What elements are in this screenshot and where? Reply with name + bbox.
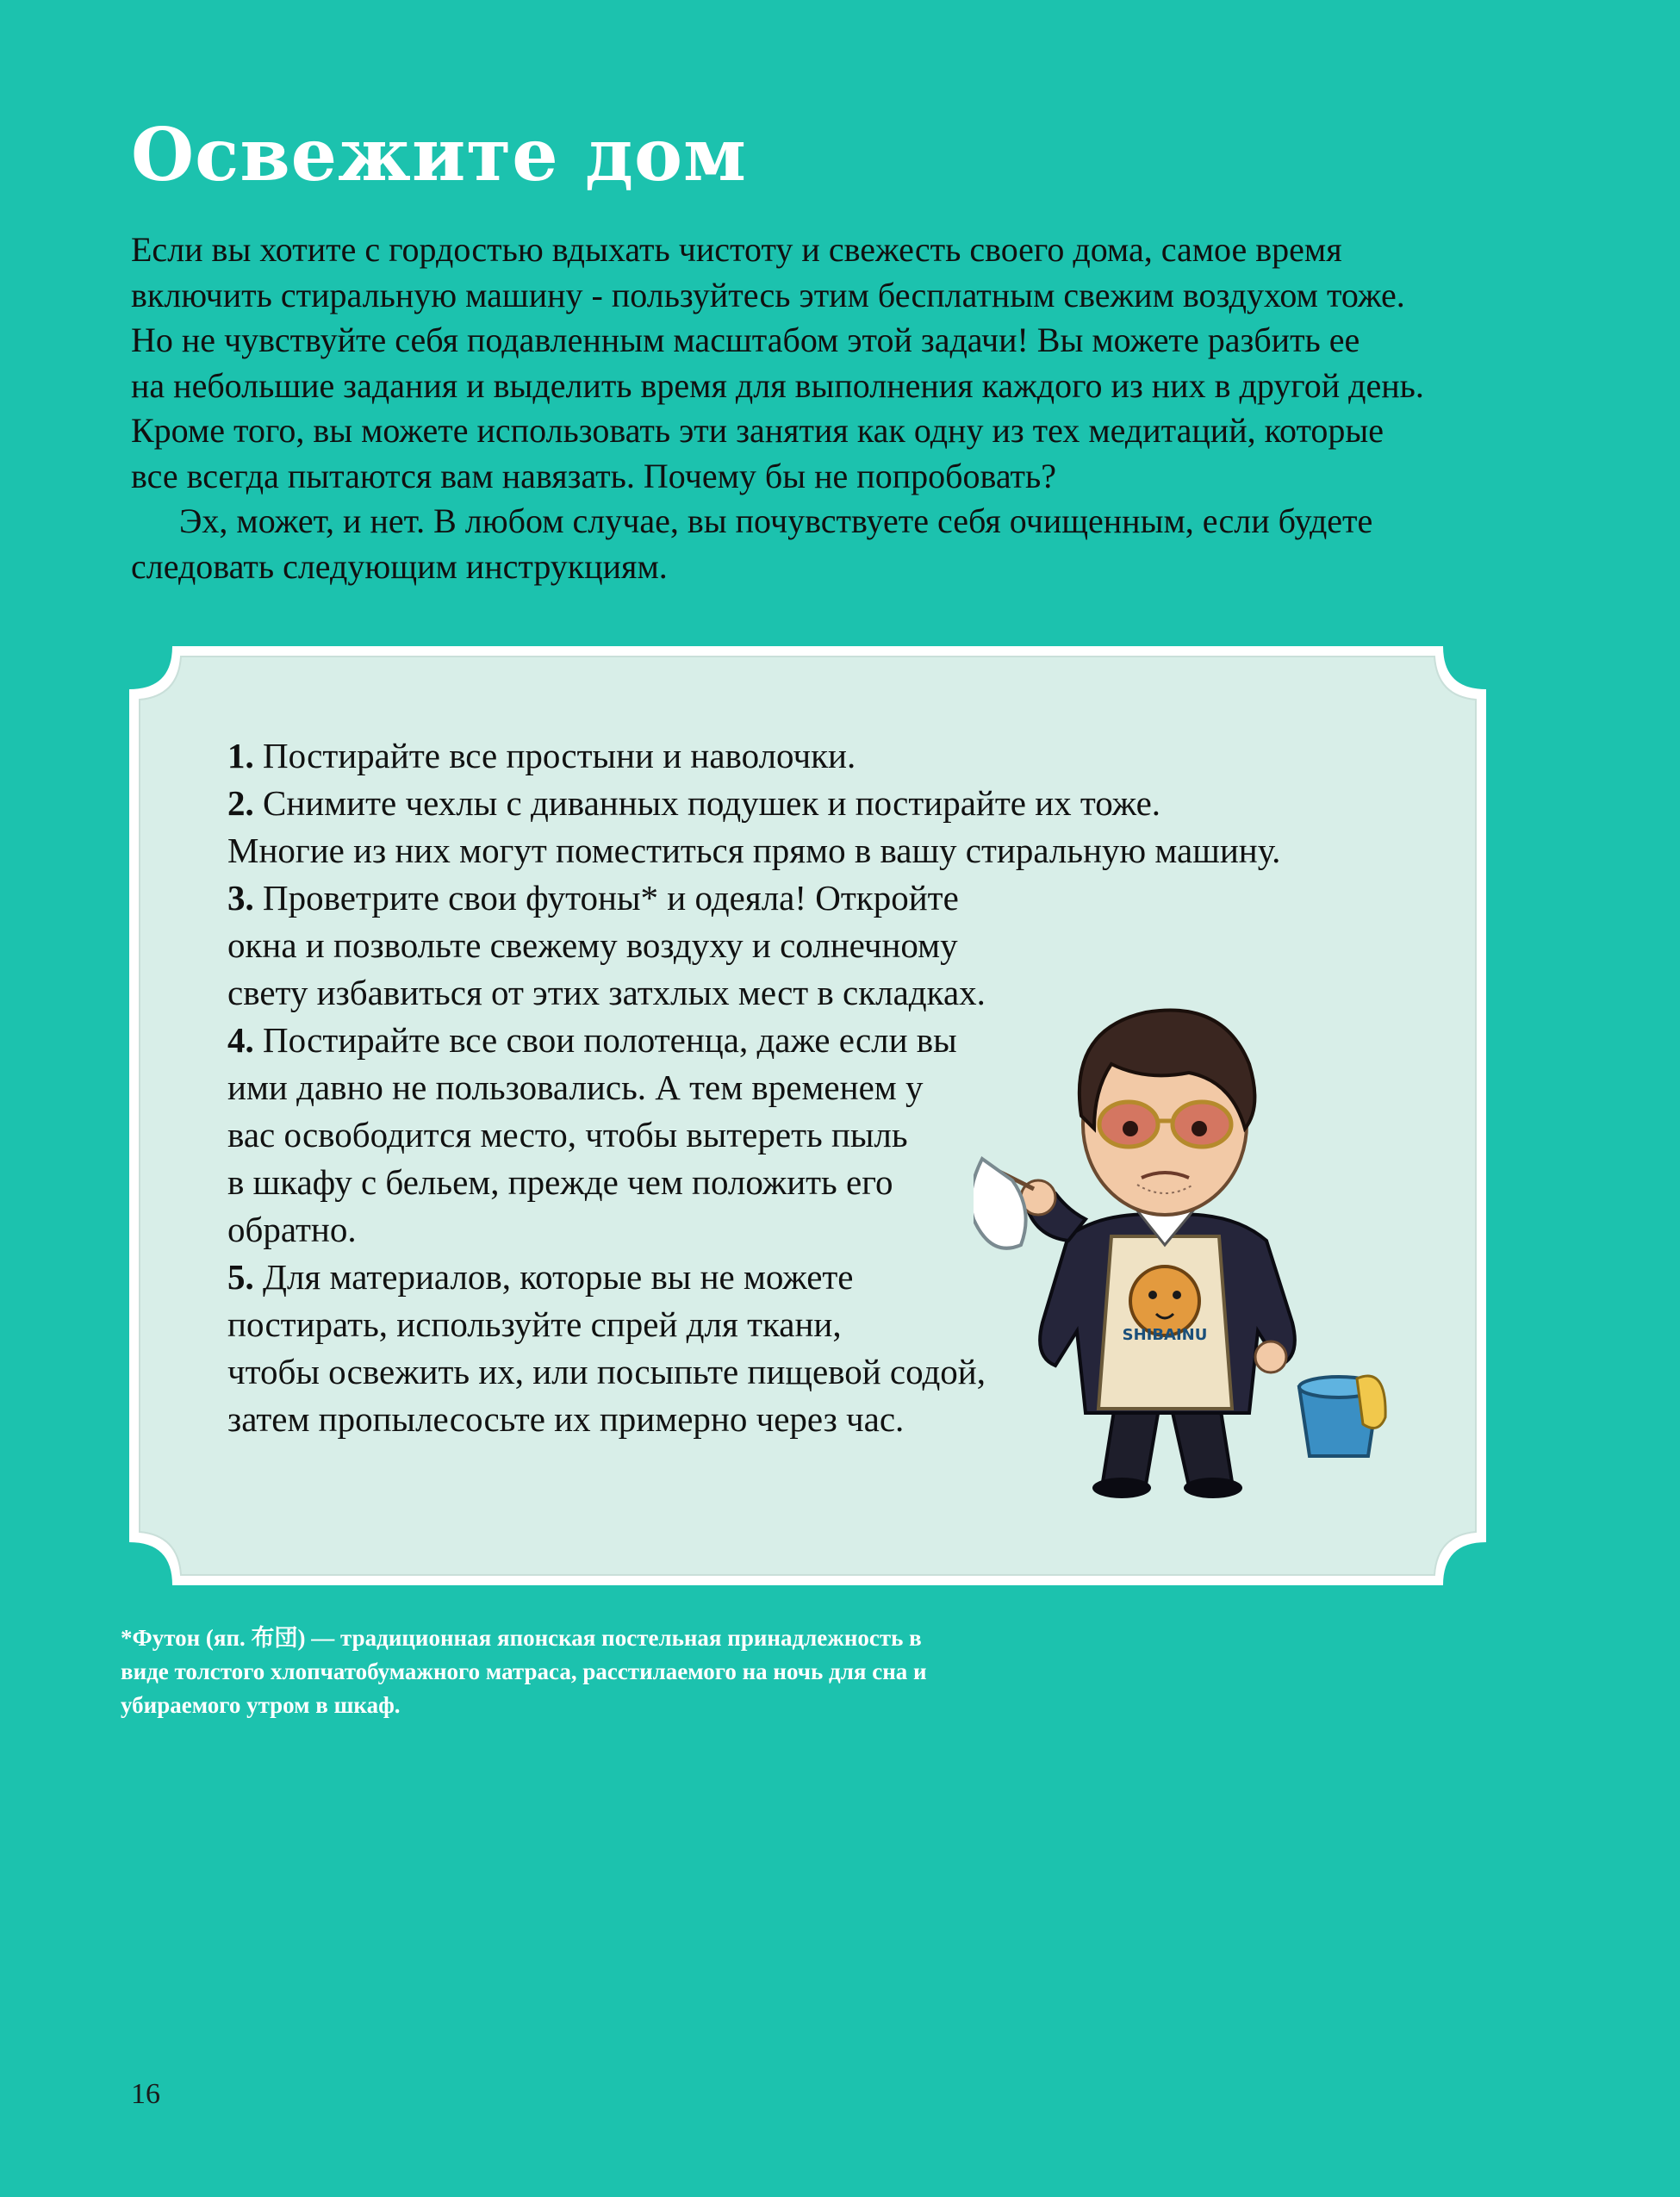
page-number: 16 [131, 2078, 160, 2110]
step-text: постирать, используйте спрей для ткани, [227, 1304, 842, 1344]
intro-line: следовать следующим инструкциям. [131, 546, 668, 586]
step-text: затем пропылесосьте их примерно через час. [227, 1399, 905, 1439]
step-number: 2. [227, 783, 254, 823]
step-text: Постирайте все простыни и наволочки. [263, 736, 856, 775]
intro-line: Кроме того, вы можете использовать эти занятия как одну из тех медитаций, которые [131, 411, 1384, 450]
step-text: Постирайте все свои полотенца, даже если вы [263, 1020, 957, 1060]
list-item [227, 732, 1485, 780]
step-text: обратно. [227, 1210, 357, 1249]
step-number: 1. [227, 736, 254, 775]
step-text: в шкафу с бельем, прежде чем положить его [227, 1162, 893, 1202]
step-number: 4. [227, 1020, 254, 1060]
list-item [227, 780, 1485, 827]
cleaning-character-illustration [974, 952, 1404, 1503]
footnote-line: *Футон (яп. 布団) — традиционная японская постельная принадлежность в [121, 1625, 922, 1651]
step-text: вас освободится место, чтобы вытереть пыль [227, 1115, 908, 1155]
footnote [121, 1621, 1241, 1722]
intro-line: Если вы хотите с гордостью вдыхать чистоту и свежесть своего дома, самое время [131, 230, 1342, 269]
step-number: 3. [227, 878, 254, 918]
intro-line: на небольшие задания и выделить время для выполнения каждого из них в другой день. [131, 365, 1424, 405]
footnote-line: виде толстого хлопчатобумажного матраса, расстилаемого на ночь для сна и [121, 1659, 927, 1684]
bucket-icon [1299, 1376, 1385, 1456]
step-text: окна и позвольте свежему воздуху и солнечному [227, 925, 958, 965]
intro-line: Но не чувствуйте себя подавленным масштабом этой задачи! Вы можете разбить ее [131, 321, 1360, 359]
step-text: Проветрите свои футоны* и одеяла! Откройте [263, 878, 959, 918]
list-item [227, 874, 1485, 922]
step-text: Снимите чехлы с диванных подушек и постирайте их тоже. [263, 783, 1161, 823]
intro-paragraph [131, 227, 1613, 589]
page-title: Освежите дом [131, 112, 747, 197]
intro-line: Эх, может, и нет. В любом случае, вы почувствуете себя очищенным, если будете [179, 501, 1373, 540]
towel-icon [974, 1159, 1026, 1248]
step-text: свету избавиться от этих затхлых мест в складках. [227, 973, 986, 1012]
step-text: чтобы освежить их, или посыпьте пищевой содой, [227, 1352, 986, 1391]
step-text: ими давно не пользовались. А тем временем у [227, 1067, 924, 1107]
step-text: Для материалов, которые вы не можете [263, 1257, 854, 1297]
footnote-line: убираемого утром в шкаф. [121, 1692, 401, 1718]
intro-line: включить стиральную машину - пользуйтесь этим бесплатным свежим воздухом тоже. [131, 275, 1405, 314]
apron-logo-text: SHIBAINU [1122, 1326, 1208, 1344]
step-number: 5. [227, 1257, 254, 1297]
step-text: Многие из них могут поместиться прямо в вашу стиральную машину. [227, 831, 1281, 870]
intro-line: все всегда пытаются вам навязать. Почему бы не попробовать? [131, 456, 1057, 495]
